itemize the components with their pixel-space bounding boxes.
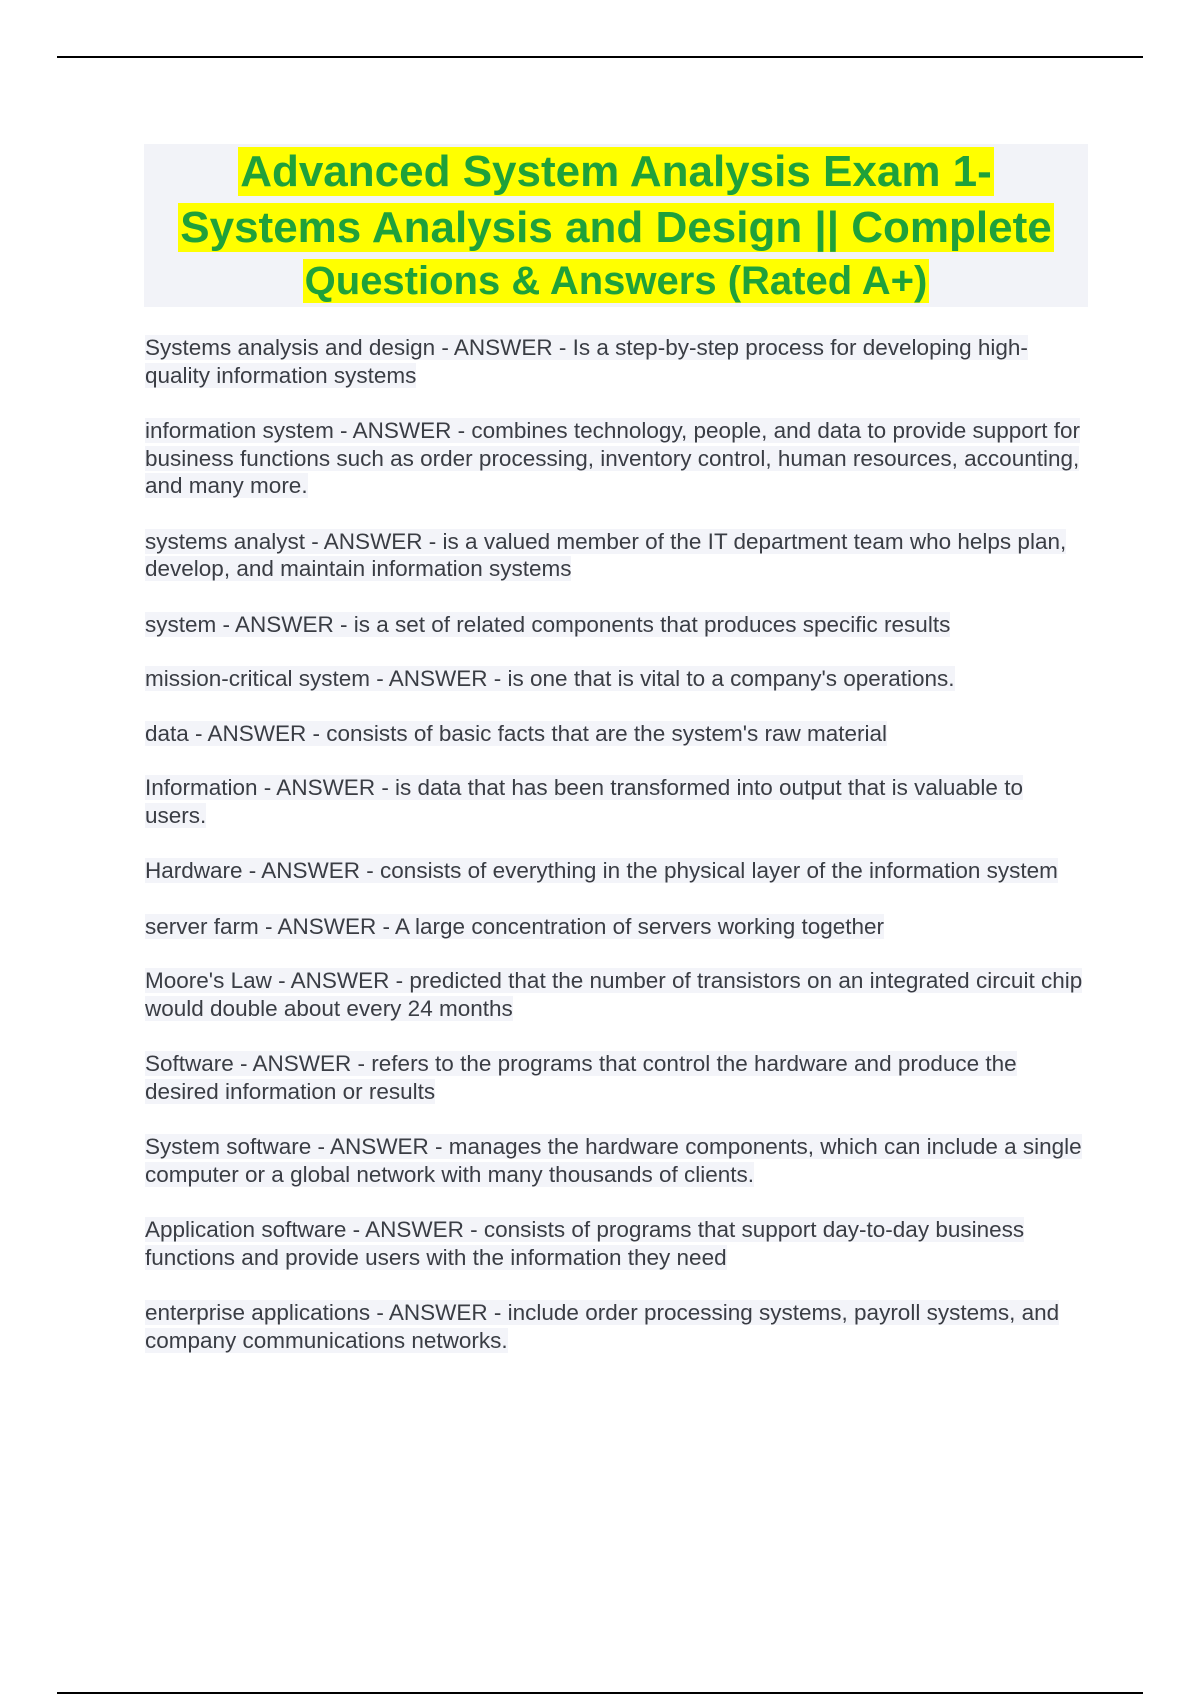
qa-item: data - ANSWER - consists of basic facts that are the system's raw material [145,720,888,746]
qa-item: enterprise applications - ANSWER - include order processing systems, payroll systems, and company communications networks. [145,1300,1060,1353]
title-line-3: Questions & Answers (Rated A+) [304,259,928,303]
top-rule [57,56,1143,58]
qa-item: server farm - ANSWER - A large concentration of servers working together [145,913,885,939]
qa-item: systems analyst - ANSWER - is a valued member of the IT department team who helps plan, develop, and maintain information systems [145,528,1067,581]
document-title [144,144,1088,307]
title-line-2: Systems Analysis and Design || Complete [180,203,1052,252]
qa-item: Information - ANSWER - is data that has been transformed into output that is valuable to users. [145,775,1023,828]
qa-item: system - ANSWER - is a set of related components that produces specific results [145,611,951,637]
qa-item: System software - ANSWER - manages the hardware components, which can include a single computer or a global network with many thousands of clients. [145,1134,1082,1187]
qa-item: information system - ANSWER - combines technology, people, and data to provide support for business functions such as order processing, inventory control, human resources, accounting, and many more. [145,418,1081,498]
qa-item: Software - ANSWER - refers to the programs that control the hardware and produce the desired information or results [145,1051,1017,1104]
qa-item: Systems analysis and design - ANSWER - Is a step-by-step process for developing high-quality information systems [145,335,1028,388]
title-line-1: Advanced System Analysis Exam 1- [240,147,992,196]
qa-item: Hardware - ANSWER - consists of everything in the physical layer of the information system [145,858,1058,883]
qa-item: Moore's Law - ANSWER - predicted that the number of transistors on an integrated circuit chip would double about every 24 months [145,968,1083,1021]
bottom-rule [57,1692,1143,1694]
qa-item: Application software - ANSWER - consists of programs that support day-to-day business functions and provide users with the information they need [145,1217,1025,1270]
qa-list [145,334,1090,1354]
qa-item: mission-critical system - ANSWER - is one that is vital to a company's operations. [145,666,955,691]
